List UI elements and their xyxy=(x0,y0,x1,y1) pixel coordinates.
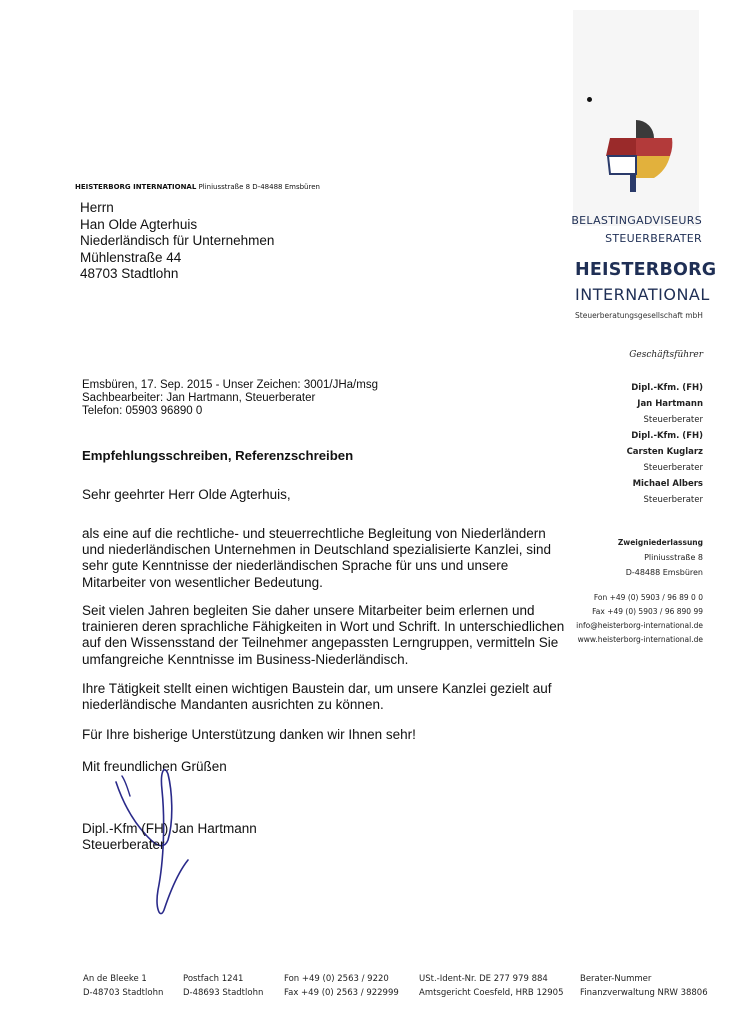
company-logo xyxy=(600,112,680,194)
contact-fax: Fax +49 (0) 5903 / 96 890 99 xyxy=(592,607,703,616)
contact-web: www.heisterborg-international.de xyxy=(577,635,703,644)
sender-address: Pliniusstraße 8 D-48488 Emsbüren xyxy=(198,183,320,191)
brand-name-2: INTERNATIONAL xyxy=(575,285,710,304)
manager-3-name: Michael Albers xyxy=(632,479,703,489)
brand-name: HEISTERBORG xyxy=(575,260,717,280)
manager-3-role: Steuerberater xyxy=(643,495,703,505)
manager-2-name: Carsten Kuglarz xyxy=(626,447,703,457)
manager-2-title: Dipl.-Kfm. (FH) xyxy=(631,431,703,441)
meta-clerk: Sachbearbeiter: Jan Hartmann, Steuerberater xyxy=(82,392,316,404)
footer-advisor-value: Finanzverwaltung NRW 38806 xyxy=(580,988,708,998)
meta-date-reference: Emsbüren, 17. Sep. 2015 - Unser Zeichen: 3001/JHa/msg xyxy=(82,379,378,391)
footer-postbox-number: Postfach 1241 xyxy=(183,974,244,984)
footer-court-register: Amtsgericht Coesfeld, HRB 12905 xyxy=(419,988,564,998)
paragraph-4: Für Ihre bisherige Unterstützung danken wir Ihnen sehr! xyxy=(82,727,416,742)
footer-advisor-number xyxy=(580,972,708,1000)
footer-advisor-label: Berater-Nummer xyxy=(580,974,652,984)
footer-registration xyxy=(419,972,563,1000)
manager-2-role: Steuerberater xyxy=(643,463,703,473)
signer-role: Steuerberater xyxy=(82,837,165,853)
paragraph-3: Ihre Tätigkeit stellt einen wichtigen Baustein dar, um unsere Kanzlei gezielt auf niederländische Mandanten ausrichten zu können. xyxy=(82,681,552,713)
sender-line xyxy=(75,183,320,191)
recipient-salutation: Herrn xyxy=(80,200,114,215)
recipient-street: Mühlenstraße 44 xyxy=(80,249,182,265)
paragraph-1: als eine auf die rechtliche- und steuerrechtliche Begleitung von Niederländern und niederländischen Unternehmen in Deutschland spezialisierte Kanzlei, sind sehr gute Kenntnisse der niederländischen Sprache für uns und unsere Mitarbeiter von wesentlicher Bedeutung. xyxy=(82,526,552,590)
footer-street: An de Bleeke 1 xyxy=(83,974,147,984)
brand-line-1: BELASTINGADVISEURS xyxy=(571,214,702,227)
letter-closing: Mit freundlichen Grüßen xyxy=(82,759,227,774)
manager-1-role: Steuerberater xyxy=(643,415,703,425)
branch-heading: Zweigniederlassung xyxy=(617,538,703,547)
footer-fax: Fax +49 (0) 2563 / 922999 xyxy=(284,988,399,998)
recipient-company: Niederländisch für Unternehmen xyxy=(80,233,275,248)
letter-salutation: Sehr geehrter Herr Olde Agterhuis, xyxy=(82,487,291,502)
recipient-address xyxy=(80,200,274,283)
signer-block xyxy=(82,821,257,853)
contact-phone: Fon +49 (0) 5903 / 96 89 0 0 xyxy=(593,593,703,602)
branch-city: D-48488 Emsbüren xyxy=(625,568,703,577)
manager-1-name: Jan Hartmann xyxy=(637,399,703,409)
letter-meta xyxy=(82,379,378,418)
footer-vat-id: USt.-Ident-Nr. DE 277 979 884 xyxy=(419,974,548,984)
contact-email: info@heisterborg-international.de xyxy=(576,621,703,630)
footer-phone: Fon +49 (0) 2563 / 9220 xyxy=(284,974,389,984)
signer-name: Dipl.-Kfm (FH) Jan Hartmann xyxy=(82,821,257,836)
footer-city: D-48703 Stadtlohn xyxy=(83,988,164,998)
brand-legal-form: Steuerberatungsgesellschaft mbH xyxy=(575,311,703,320)
letter-subject: Empfehlungsschreiben, Referenzschreiben xyxy=(82,448,354,463)
paragraph-2: Seit vielen Jahren begleiten Sie daher unsere Mitarbeiter beim erlernen und trainieren deren sprachliche Fähigkeiten in Wort und Schrift. In unterschiedlichen auf den Wissensstand der Teilnehmer angepassten Lerngruppen, vermitteln Sie umfangreiche Kenntnisse im Business-Niederländisch. xyxy=(82,603,565,667)
logo-dot xyxy=(587,97,592,102)
management-heading: Geschäftsführer xyxy=(629,350,703,360)
brand-line-2: STEUERBERATER xyxy=(605,232,702,245)
meta-phone: Telefon: 05903 96890 0 xyxy=(82,405,203,417)
sender-name: HEISTERBORG INTERNATIONAL xyxy=(75,183,197,191)
footer-postbox-city: D-48693 Stadtlohn xyxy=(183,988,264,998)
manager-1-title: Dipl.-Kfm. (FH) xyxy=(631,383,703,393)
footer-address xyxy=(83,972,163,1000)
recipient-name: Han Olde Agterhuis xyxy=(80,216,198,232)
footer-postbox xyxy=(183,972,263,1000)
recipient-city: 48703 Stadtlohn xyxy=(80,266,179,281)
branch-street: Pliniusstraße 8 xyxy=(644,553,703,562)
footer-phone-fax xyxy=(284,972,399,1000)
